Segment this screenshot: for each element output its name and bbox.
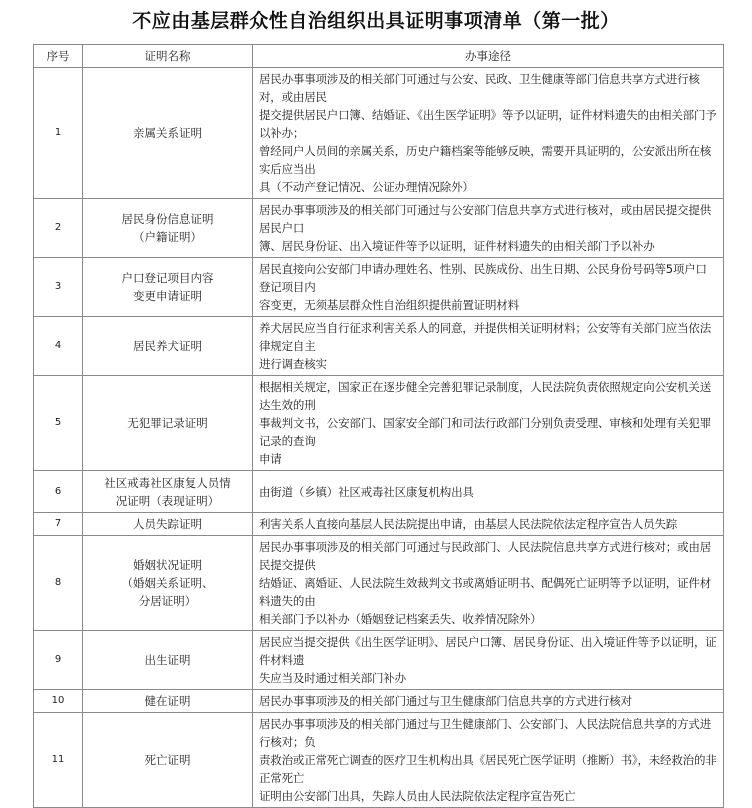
handling-route-line: 居民办事事项涉及的相关部门通过与卫生健康部门信息共享的方式进行核对: [259, 694, 632, 708]
row-number: 10: [34, 690, 83, 713]
page-title: 不应由基层群众性自治组织出具证明事项清单（第一批）: [132, 10, 620, 32]
handling-route-line: 容变更，无须基层群众性自治组织提供前置证明材料: [259, 298, 519, 312]
header-route: 办事途径: [253, 45, 724, 68]
certificate-name-line: 分居证明）: [138, 594, 197, 608]
handling-route-line: 结婚证、离婚证、人民法院生效裁判文书或离婚证明书、配偶死亡证明等予以证明，证件材料遗失的由: [259, 576, 711, 608]
handling-route-line: 曾经同户人员间的亲属关系，历史户籍档案等能够反映，需要开具证明的，公安派出所在核实后应当出: [259, 144, 711, 176]
row-number: 2: [34, 199, 83, 258]
header-name: 证明名称: [83, 45, 253, 68]
certificate-name-line: 出生证明: [144, 653, 191, 667]
certificate-name-line: 人员失踪证明: [133, 517, 202, 531]
table-header-row: [34, 45, 724, 68]
handling-route: [253, 690, 724, 713]
certificate-name-line: 况证明（表现证明）: [115, 493, 220, 508]
certificate-name-line: 死亡证明: [144, 753, 191, 767]
certificate-name: [83, 199, 253, 258]
certificate-name-line: 居民身份信息证明: [121, 212, 214, 226]
table-row: [34, 513, 724, 536]
handling-route-line: 养犬居民应当自行征求利害关系人的同意，并提供相关证明材料；公安等有关部门应当依法律规定自主: [259, 321, 711, 353]
certificate-name: [83, 713, 253, 808]
handling-route-line: 责救治或正常死亡调查的医疗卫生机构出具《居民死亡医学证明（推断）书》，未经救治的非正常死亡: [259, 753, 717, 785]
row-number: 8: [34, 536, 83, 631]
certificate-name-line: 户口登记项目内容: [121, 271, 214, 285]
certificate-name: [83, 471, 253, 513]
handling-route: [253, 199, 724, 258]
handling-route-line: 居民办事事项涉及的相关部门通过与卫生健康部门、公安部门、人民法院信息共享的方式进行核对；负: [259, 717, 711, 749]
handling-route-line: 进行调查核实: [259, 357, 327, 371]
handling-route-line: 居民直接向公安部门申请办理姓名、性别、民族成份、出生日期、公民身份号码等5项户口登记项目内: [259, 262, 707, 294]
handling-route-line: 居民办事事项涉及的相关部门可通过与公安、民政、卫生健康等部门信息共享方式进行核对，或由居民: [259, 72, 700, 104]
certificate-name: [83, 376, 253, 471]
handling-route-line: 失应当及时通过相关部门补办: [259, 671, 406, 685]
handling-route: [253, 376, 724, 471]
handling-route-line: 簿、居民身份证、出入境证件等予以证明，证件材料遗失的由相关部门予以补办: [259, 239, 655, 253]
handling-route-line: 居民应当提交提供《出生医学证明》、居民户口簿、居民身份证、出入境证件等予以证明，证件材料遗: [259, 635, 717, 667]
certificate-list-table: [33, 44, 724, 808]
row-number: 1: [34, 68, 83, 199]
handling-route-line: 申请: [259, 452, 282, 466]
table-row: [34, 199, 724, 258]
handling-route: [253, 513, 724, 536]
certificate-name-line: 亲属关系证明: [133, 126, 202, 140]
handling-route-line: 根据相关规定，国家正在逐步健全完善犯罪记录制度，人民法院负责依照规定向公安机关送达生效的刑: [259, 380, 711, 412]
certificate-name: [83, 317, 253, 376]
table-row: [34, 317, 724, 376]
row-number: 11: [34, 713, 83, 808]
certificate-name-line: 健在证明: [144, 694, 191, 708]
certificate-name: [83, 690, 253, 713]
handling-route-line: 居民办事事项涉及的相关部门可通过与公安部门信息共享方式进行核对，或由居民提交提供居民户口: [259, 203, 711, 235]
certificate-name-line: （婚姻关系证明、: [121, 576, 214, 590]
certificate-name: [83, 536, 253, 631]
certificate-name-line: 居民养犬证明: [133, 339, 202, 353]
table-row: [34, 68, 724, 199]
certificate-name-line: 无犯罪记录证明: [127, 416, 208, 430]
certificate-name: [83, 631, 253, 690]
handling-route: [253, 258, 724, 317]
handling-route: [253, 68, 724, 199]
table-row: [34, 376, 724, 471]
handling-route-line: 提交提供居民户口簿、结婚证、《出生医学证明》等予以证明，证件材料遗失的由相关部门予以补办；: [259, 108, 717, 140]
handling-route-line: 相关部门予以补办（婚姻登记档案丢失、收养情况除外）: [259, 612, 542, 626]
header-no: 序号: [34, 45, 83, 68]
handling-route: [253, 471, 724, 513]
table-row: [34, 713, 724, 808]
row-number: 6: [34, 471, 83, 513]
handling-route-line: 具（不动产登记情况、公证办理情况除外）: [259, 180, 474, 194]
handling-route: [253, 536, 724, 631]
table-row: [34, 690, 724, 713]
certificate-name-line: （户籍证明）: [133, 230, 202, 244]
row-number: 9: [34, 631, 83, 690]
row-number: 7: [34, 513, 83, 536]
table-row: [34, 536, 724, 631]
certificate-name-line: 变更申请证明: [133, 289, 202, 303]
table-row: [34, 631, 724, 690]
table-row: [34, 258, 724, 317]
handling-route-line: 由街道（乡镇）社区戒毒社区康复机构出具: [259, 484, 474, 499]
handling-route: [253, 713, 724, 808]
handling-route-line: 证明由公安部门出具，失踪人员由人民法院依法定程序宣告死亡: [259, 789, 576, 803]
handling-route-line: 利害关系人直接向基层人民法院提出申请，由基层人民法院依法定程序宣告人员失踪: [259, 517, 678, 531]
handling-route: [253, 631, 724, 690]
row-number: 3: [34, 258, 83, 317]
handling-route: [253, 317, 724, 376]
row-number: 5: [34, 376, 83, 471]
certificate-name: [83, 513, 253, 536]
certificate-name-line: 婚姻状况证明: [133, 558, 202, 572]
row-number: 4: [34, 317, 83, 376]
handling-route-line: 事裁判文书，公安部门、国家安全部门和司法行政部门分别负责受理、审核和处理有关犯罪记录的查询: [259, 416, 711, 448]
handling-route-line: 居民办事事项涉及的相关部门可通过与民政部门、人民法院信息共享方式进行核对；或由居民提交提供: [259, 540, 711, 572]
certificate-name: [83, 68, 253, 199]
table-row: [34, 471, 724, 513]
certificate-name-line: 社区戒毒社区康复人员情: [104, 475, 231, 490]
certificate-name: [83, 258, 253, 317]
